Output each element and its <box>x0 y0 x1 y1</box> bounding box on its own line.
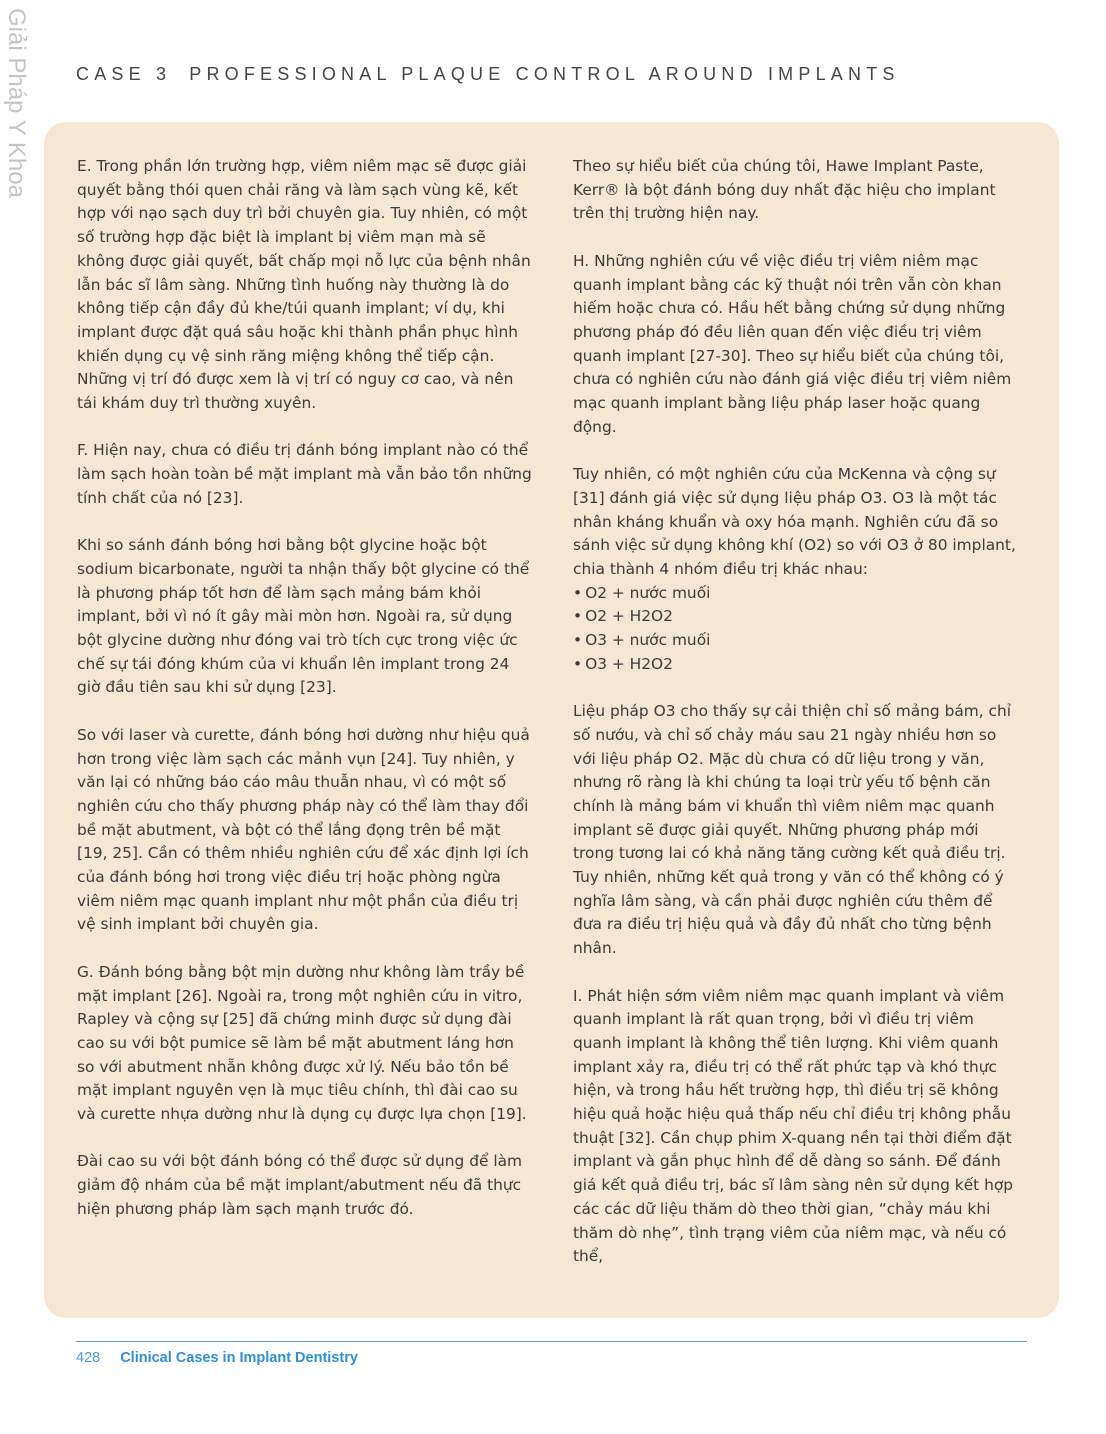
book-title: Clinical Cases in Implant Dentistry <box>120 1350 358 1366</box>
footer <box>76 1350 358 1366</box>
header-title: PROFESSIONAL PLAQUE CONTROL AROUND IMPLANTS <box>189 64 900 84</box>
case-label: CASE 3 <box>76 64 172 84</box>
list-item: • O3 + nước muối <box>573 629 1023 653</box>
paragraph-laser: So với laser và curette, đánh bóng hơi dường như hiệu quả hơn trong việc làm sạch các mảnh vụn [24]. Tuy nhiên, y văn lại có những báo cáo mâu thuẫn nhau, vì có một số nghiên cứu cho thấy phương pháp này có thể làm thay đổi bề mặt abutment, và bột có thể lắng đọng trên bề mặt [19, 25]. Cần có thêm nhiều nghiên cứu để xác định lợi ích của đánh bóng hơi trong việc điều trị hoặc phòng ngừa viêm niêm mạc quanh implant như một phần của điều trị vệ sinh implant bởi chuyên gia. <box>77 725 530 934</box>
paragraph-hawe: Theo sự hiểu biết của chúng tôi, Hawe Implant Paste, Kerr® là bột đánh bóng duy nhất đặc hiệu cho implant trên thị trường hiện nay. <box>573 157 996 223</box>
footer-rule <box>76 1341 1027 1342</box>
paragraph-rubber-cup: Đài cao su với bột đánh bóng có thể được sử dụng để làm giảm độ nhám của bề mặt implant/abutment nếu đã thực hiện phương pháp làm sạch mạnh trước đó. <box>77 1152 523 1218</box>
list-item: • O3 + H2O2 <box>573 653 1023 677</box>
left-column <box>77 155 535 1245</box>
treatment-group-list <box>573 582 1023 677</box>
list-item: • O2 + nước muối <box>573 582 1023 606</box>
paragraph-f: F. Hiện nay, chưa có điều trị đánh bóng implant nào có thể làm sạch hoàn toàn bề mặt implant mà vẫn bảo tồn những tính chất của nó [23]. <box>77 441 532 507</box>
page-number: 428 <box>76 1350 101 1366</box>
paragraph-i: I. Phát hiện sớm viêm niêm mạc quanh implant và viêm quanh implant là rất quan trọng, bởi vì điều trị viêm quanh implant là không thể tiên lượng. Khi viêm quanh implant xảy ra, điều trị có thể rất phức tạp và khó thực hiện, và trong hầu hết trường hợp, thì điều trị sẽ không hiệu quả hoặc hiệu quả thấp nếu chỉ điều trị không phẫu thuật [32]. Cần chụp phim X-quang nền tại thời điểm đặt implant và gắn phục hình để dễ dàng so sánh. Để đánh giá kết quả điều trị, bác sĩ lâm sàng nên sử dụng kết hợp các các dữ liệu thăm dò theo thời gian, “chảy máu khi thăm dò nhẹ”, tình trạng viêm của niêm mạc, và nếu có thể, <box>573 986 1014 1266</box>
running-header <box>76 64 1026 85</box>
paragraph-glycine: Khi so sánh đánh bóng hơi bằng bột glycine hoặc bột sodium bicarbonate, người ta nhận thấy bột glycine có thể là phương pháp tốt hơn để làm sạch mảng bám khỏi implant, bởi vì nó ít gây mài mòn hơn. Ngoài ra, sử dụng bột glycine dường như đóng vai trò tích cực trong việc ức chế sự tái đóng khúm của vi khuẩn lên implant trong 24 giờ đầu tiên sau khi sử dụng [23]. <box>77 536 530 697</box>
watermark: Giải Pháp Y Khoa <box>3 8 30 198</box>
list-item: • O2 + H2O2 <box>573 605 1023 629</box>
paragraph-h: H. Những nghiên cứu về việc điều trị viêm niêm mạc quanh implant bằng các kỹ thuật nói trên vẫn còn khan hiếm hoặc chưa có. Hầu hết bằng chứng sử dụng những phương pháp đó đều liên quan đến việc điều trị viêm quanh implant [27-30]. Theo sự hiểu biết của chúng tôi, chưa có nghiên cứu nào đánh giá việc điều trị viêm niêm mạc quanh implant bằng liệu pháp laser hoặc quang động. <box>573 251 1012 436</box>
paragraph-o3-results: Liệu pháp O3 cho thấy sự cải thiện chỉ số mảng bám, chỉ số nướu, và chỉ số chảy máu sau 21 ngày nhiều hơn so với liệu pháp O2. Mặc dù chưa có dữ liệu trong y văn, nhưng rõ ràng là khi chúng ta loại trừ yếu tố bệnh căn chính là mảng bám vi khuẩn thì viêm niêm mạc quanh implant sẽ được giải quyết. Những phương pháp mới trong tương lai có khả năng tăng cường kết quả điều trị. Tuy nhiên, những kết quả trong y văn có thể không có ý nghĩa lâm sàng, và cần phải được nghiên cứu thêm để đưa ra điều trị hiệu quả và đầy đủ nhất cho từng bệnh nhân. <box>573 702 1012 958</box>
right-column <box>573 155 1023 1293</box>
paragraph-g: G. Đánh bóng bằng bột mịn dường như không làm trầy bề mặt implant [26]. Ngoài ra, trong một nghiên cứu in vitro, Rapley và cộng sự [25] đã chứng minh được sử dụng đài cao su với bột pumice sẽ làm bề mặt abutment láng hơn so với abutment nhẵn không được xử lý. Nếu bảo tồn bề mặt implant nguyên vẹn là mục tiêu chính, thì đài cao su và curette nhựa dường như là dụng cụ được lựa chọn [19]. <box>77 962 527 1124</box>
paragraph-mckenna: Tuy nhiên, có một nghiên cứu của McKenna và cộng sự [31] đánh giá việc sử dụng liệu pháp O3. O3 là một tác nhân kháng khuẩn và oxy hóa mạnh. Nghiên cứu đã so sánh việc sử dụng không khí (O2) so với O3 ở 80 implant, chia thành 4 nhóm điều trị khác nhau: <box>573 465 1016 578</box>
paragraph-e: E. Trong phần lớn trường hợp, viêm niêm mạc sẽ được giải quyết bằng thói quen chải răng và làm sạch vùng kẽ, kết hợp với nạo sạch duy trì bởi chuyên gia. Tuy nhiên, có một số trường hợp đặc biệt là implant bị viêm mạn mà sẽ không được giải quyết, bất chấp mọi nỗ lực của bệnh nhân lẫn bác sĩ lâm sàng. Những tình huống này thường là do không tiếp cận đầy đủ khe/túi quanh implant; ví dụ, khi implant được đặt quá sâu hoặc khi thành phần phục hình khiến dụng cụ vệ sinh răng miệng không thể tiếp cận. Những vị trí đó được xem là vị trí có nguy cơ cao, và nên tái khám duy trì thường xuyên. <box>77 157 531 413</box>
